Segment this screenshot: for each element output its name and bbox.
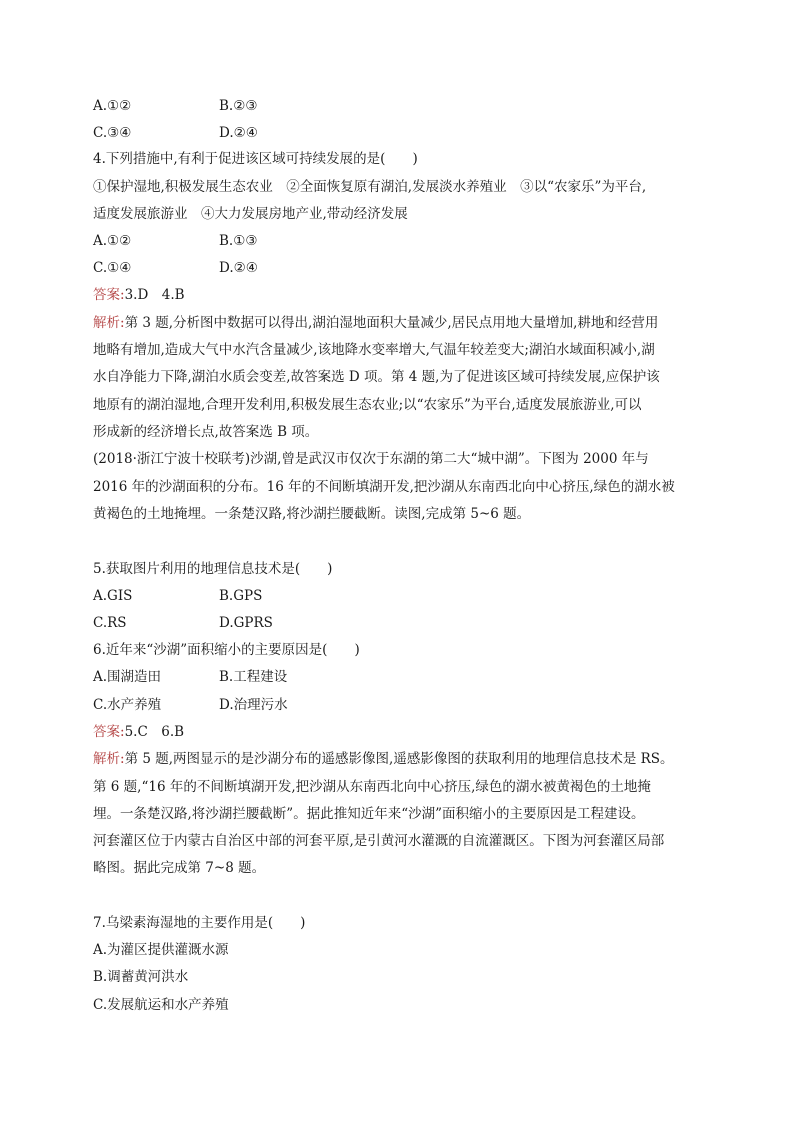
- q4-option-a: A.①②: [93, 233, 132, 249]
- q7-option-c: C.发展航运和水产养殖: [93, 997, 229, 1013]
- q6-options-row-2: [93, 696, 288, 714]
- analysis-5-6-line-2: 第 6 题,“16 年的不间断填湖开发,把沙湖从东南西北向中心挤压,绿色的湖水被黄褐色的土地掩: [93, 779, 651, 795]
- answer-3-4: [93, 286, 185, 304]
- q5-option-c: C.RS: [93, 615, 127, 631]
- analysis-label: 解析:: [93, 315, 125, 331]
- answer-label: 答案:: [93, 287, 125, 303]
- analysis-3-4-line-1: [93, 314, 658, 332]
- q5-options-row-1: [93, 587, 263, 605]
- q5-option-a: A.GIS: [93, 588, 133, 604]
- analysis-3-4-line-2: 地略有增加,造成大气中水汽含量减少,该地降水变率增大,气温年较差变大;湖泊水域面积减小,湖: [93, 342, 655, 358]
- analysis-3-4-line-3: 水自净能力下降,湖泊水质会变差,故答案选 D 项。第 4 题,为了促进该区域可持续发展,应保护该: [93, 369, 660, 385]
- passage-5-6-line-1: (2018·浙江宁波十校联考)沙湖,曾是武汉市仅次于东湖的第二大“城中湖”。下图为 2000 年与: [93, 451, 649, 467]
- q5-stem: 5.获取图片利用的地理信息技术是( ): [93, 561, 333, 577]
- answer-5-6: [93, 723, 184, 741]
- q4-options-row-2: [93, 259, 258, 277]
- passage-5-6-line-2: 2016 年的沙湖面积的分布。16 年的不间断填湖开发,把沙湖从东南西北向中心挤压,绿色的湖水被: [93, 479, 675, 495]
- q4-stem: 4.下列措施中,有利于促进该区域可持续发展的是( ): [93, 151, 418, 167]
- q6-option-c: C.水产养殖: [93, 697, 162, 713]
- analysis-3-4-line-5: 形成新的经济增长点,故答案选 B 项。: [93, 424, 319, 440]
- analysis-3-4-line-4: 地原有的湖泊湿地,合理开发利用,积极发展生态农业;以“农家乐”为平台,适度发展旅游业,可以: [93, 397, 642, 413]
- analysis-text: 第 3 题,分析图中数据可以得出,湖泊湿地面积大量减少,居民点用地大量增加,耕地和经营用: [124, 315, 659, 331]
- q3-option-c: C.③④: [93, 125, 132, 141]
- q4-options-row-1: [93, 232, 258, 250]
- q6-options-row-1: [93, 668, 288, 686]
- q6-option-a: A.围湖造田: [93, 669, 162, 685]
- answer-text: 5.C 6.B: [124, 724, 185, 740]
- q4-option-c: C.①④: [93, 260, 132, 276]
- q5-option-b: B.GPS: [219, 588, 263, 604]
- analysis-text: 第 5 题,两图显示的是沙湖分布的遥感影像图,遥感影像图的获取利用的地理信息技术是 RS。: [124, 751, 674, 767]
- q4-statements-line-1: ①保护湿地,积极发展生态农业 ②全面恢复原有湖泊,发展淡水养殖业 ③以“农家乐”为平台,: [93, 179, 647, 195]
- passage-5-6-line-3: 黄褐色的土地掩埋。一条楚汉路,将沙湖拦腰截断。读图,完成第 5~6 题。: [93, 506, 531, 522]
- q3-option-a: A.①②: [93, 98, 132, 114]
- q3-options-row-1: [93, 97, 258, 115]
- analysis-label: 解析:: [93, 751, 125, 767]
- q7-option-b: B.调蓄黄河洪水: [93, 969, 189, 985]
- q3-option-b: B.②③: [219, 98, 258, 114]
- q4-option-d: D.②④: [219, 260, 258, 276]
- answer-text: 3.D 4.B: [124, 287, 185, 303]
- q4-statements-line-2: 适度发展旅游业 ④大力发展房地产业,带动经济发展: [93, 206, 408, 222]
- q5-options-row-2: [93, 614, 273, 632]
- answer-label: 答案:: [93, 724, 125, 740]
- passage-7-8-line-1: 河套灌区位于内蒙古自治区中部的河套平原,是引黄河水灌溉的自流灌溉区。下图为河套灌区局部: [93, 833, 665, 849]
- q3-options-row-2: [93, 124, 258, 142]
- q3-option-d: D.②④: [219, 125, 258, 141]
- q7-option-a: A.为灌区提供灌溉水源: [93, 942, 229, 958]
- analysis-5-6-line-1: [93, 750, 674, 768]
- q6-option-d: D.治理污水: [219, 697, 288, 713]
- analysis-5-6-line-3: 埋。一条楚汉路,将沙湖拦腰截断”。据此推知近年来“沙湖”面积缩小的主要原因是工程建设。: [93, 806, 645, 822]
- q4-option-b: B.①③: [219, 233, 258, 249]
- q6-stem: 6.近年来“沙湖”面积缩小的主要原因是( ): [93, 642, 360, 658]
- q7-stem: 7.乌梁素海湿地的主要作用是( ): [93, 915, 306, 931]
- q6-option-b: B.工程建设: [219, 669, 288, 685]
- passage-7-8-line-2: 略图。据此完成第 7~8 题。: [93, 860, 266, 876]
- q5-option-d: D.GPRS: [219, 615, 273, 631]
